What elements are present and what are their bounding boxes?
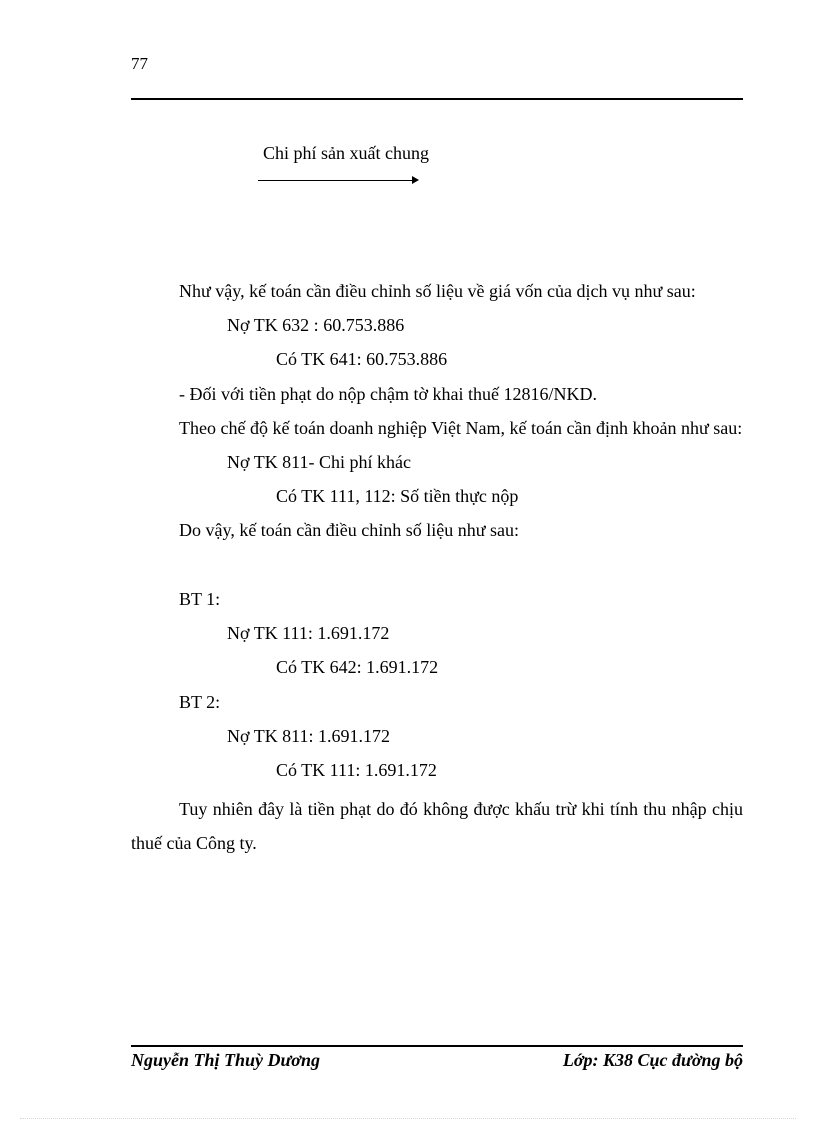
- entry-heading-bt1: BT 1:: [179, 589, 221, 609]
- diagram-label: Chi phí sản xuất chung: [263, 143, 429, 163]
- footer-class: Lớp: K38 Cục đường bộ: [562, 1050, 743, 1070]
- entry-credit-111-112: Có TK 111, 112: Số tiền thực nộp: [276, 486, 519, 506]
- entry-credit-642: Có TK 642: 1.691.172: [276, 657, 439, 677]
- text-line-penalty: - Đối với tiền phạt do nộp chậm tờ khai thuế 12816/NKD.: [179, 384, 597, 404]
- text-line-intro: Như vậy, kế toán cần điều chỉnh số liệu về giá vốn của dịch vụ như sau:: [179, 281, 696, 301]
- closing-paragraph: Tuy nhiên đây là tiền phạt do đó không được khấu trừ khi tính thu nhập chịu thuế của Công ty.: [131, 799, 743, 853]
- arrow-head-icon: [412, 176, 419, 184]
- entry-debit-811: Nợ TK 811: 1.691.172: [227, 726, 391, 746]
- footer-author: Nguyễn Thị Thuỳ Dương: [131, 1050, 320, 1070]
- entry-credit-641: Có TK 641: 60.753.886: [276, 349, 448, 369]
- entry-credit-111: Có TK 111: 1.691.172: [276, 760, 437, 780]
- bottom-dotted-border: [20, 1118, 796, 1119]
- diagram-arrow-line: [258, 180, 413, 181]
- text-line-adjust: Do vậy, kế toán cần điều chỉnh số liệu như sau:: [179, 520, 520, 540]
- entry-heading-bt2: BT 2:: [179, 692, 221, 712]
- page-number: 77: [131, 54, 148, 73]
- entry-debit-111: Nợ TK 111: 1.691.172: [227, 623, 390, 643]
- entry-debit-811-other: Nợ TK 811- Chi phí khác: [227, 452, 411, 472]
- text-line-regime: Theo chế độ kế toán doanh nghiệp Việt Nam, kế toán cần định khoản như sau:: [179, 418, 743, 438]
- footer-divider: [131, 1045, 743, 1047]
- header-divider: [131, 98, 743, 100]
- entry-debit-632: Nợ TK 632 : 60.753.886: [227, 315, 405, 335]
